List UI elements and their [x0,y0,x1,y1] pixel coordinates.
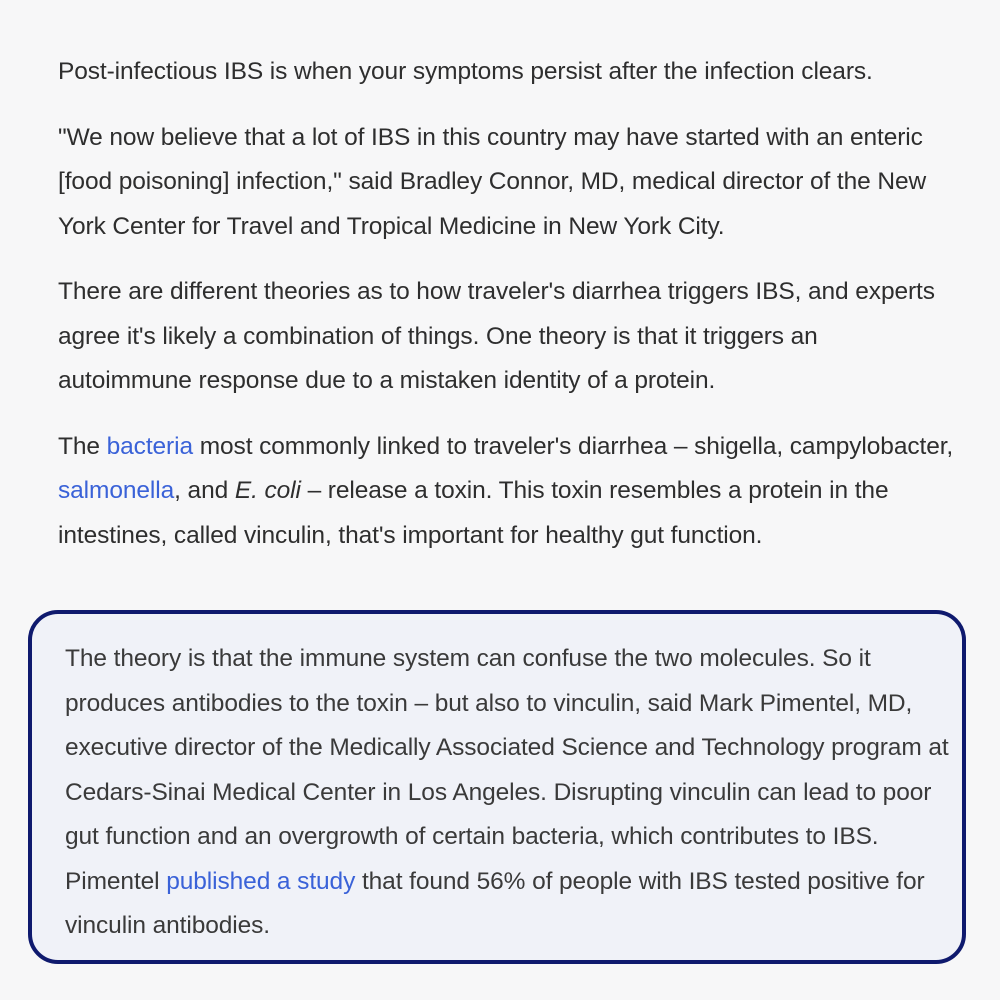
text-segment: that found 56% of people with IBS tested positive for vinculin antibodies. [65,867,925,939]
paragraph-bacteria [58,425,958,559]
paragraph-connor-quote: "We now believe that a lot of IBS in this country may have started with an enteric [food poisoning] infection," said Bradley Connor, MD, medical director of the New York Center for Travel and Tropical Medicine in New York City. [58,123,927,240]
text-segment: – release a toxin. This toxin resembles a protein in the intestines, called vinculin, that's important for healthy gut function. [58,477,889,549]
paragraph-theories: There are different theories as to how traveler's diarrhea triggers IBS, and experts agree it's likely a combination of things. One theory is that it triggers an autoimmune response due to a mistaken identity of a protein. [58,278,935,394]
text-segment: most commonly linked to traveler's diarrhea – shigella, campylobacter, [193,432,954,460]
published-study-link[interactable]: published a study [166,867,356,895]
text-segment: , and [174,477,235,504]
salmonella-link[interactable]: salmonella [58,477,175,504]
callout-paragraph [65,637,957,949]
bacteria-link[interactable]: bacteria [106,432,193,460]
ecoli-italic-text: E. coli [234,477,301,504]
text-segment: The [58,432,107,460]
paragraph-post-infectious-ibs: Post-infectious IBS is when your symptoms persist after the infection clears. [58,58,873,85]
text-segment: The theory is that the immune system can confuse the two molecules. So it produces antibodies to the toxin – but also to vinculin, said Mark Pimentel, MD, executive director of the Medically Associated Science and Technology program at Cedars-Sinai Medical Center in Los Angeles. Disrupting vinculin can lead to poor gut function and an overgrowth of certain bacteria, which contributes to IBS. Pimentel [65,645,949,895]
article-body [58,50,958,579]
highlighted-callout-box [28,610,966,964]
